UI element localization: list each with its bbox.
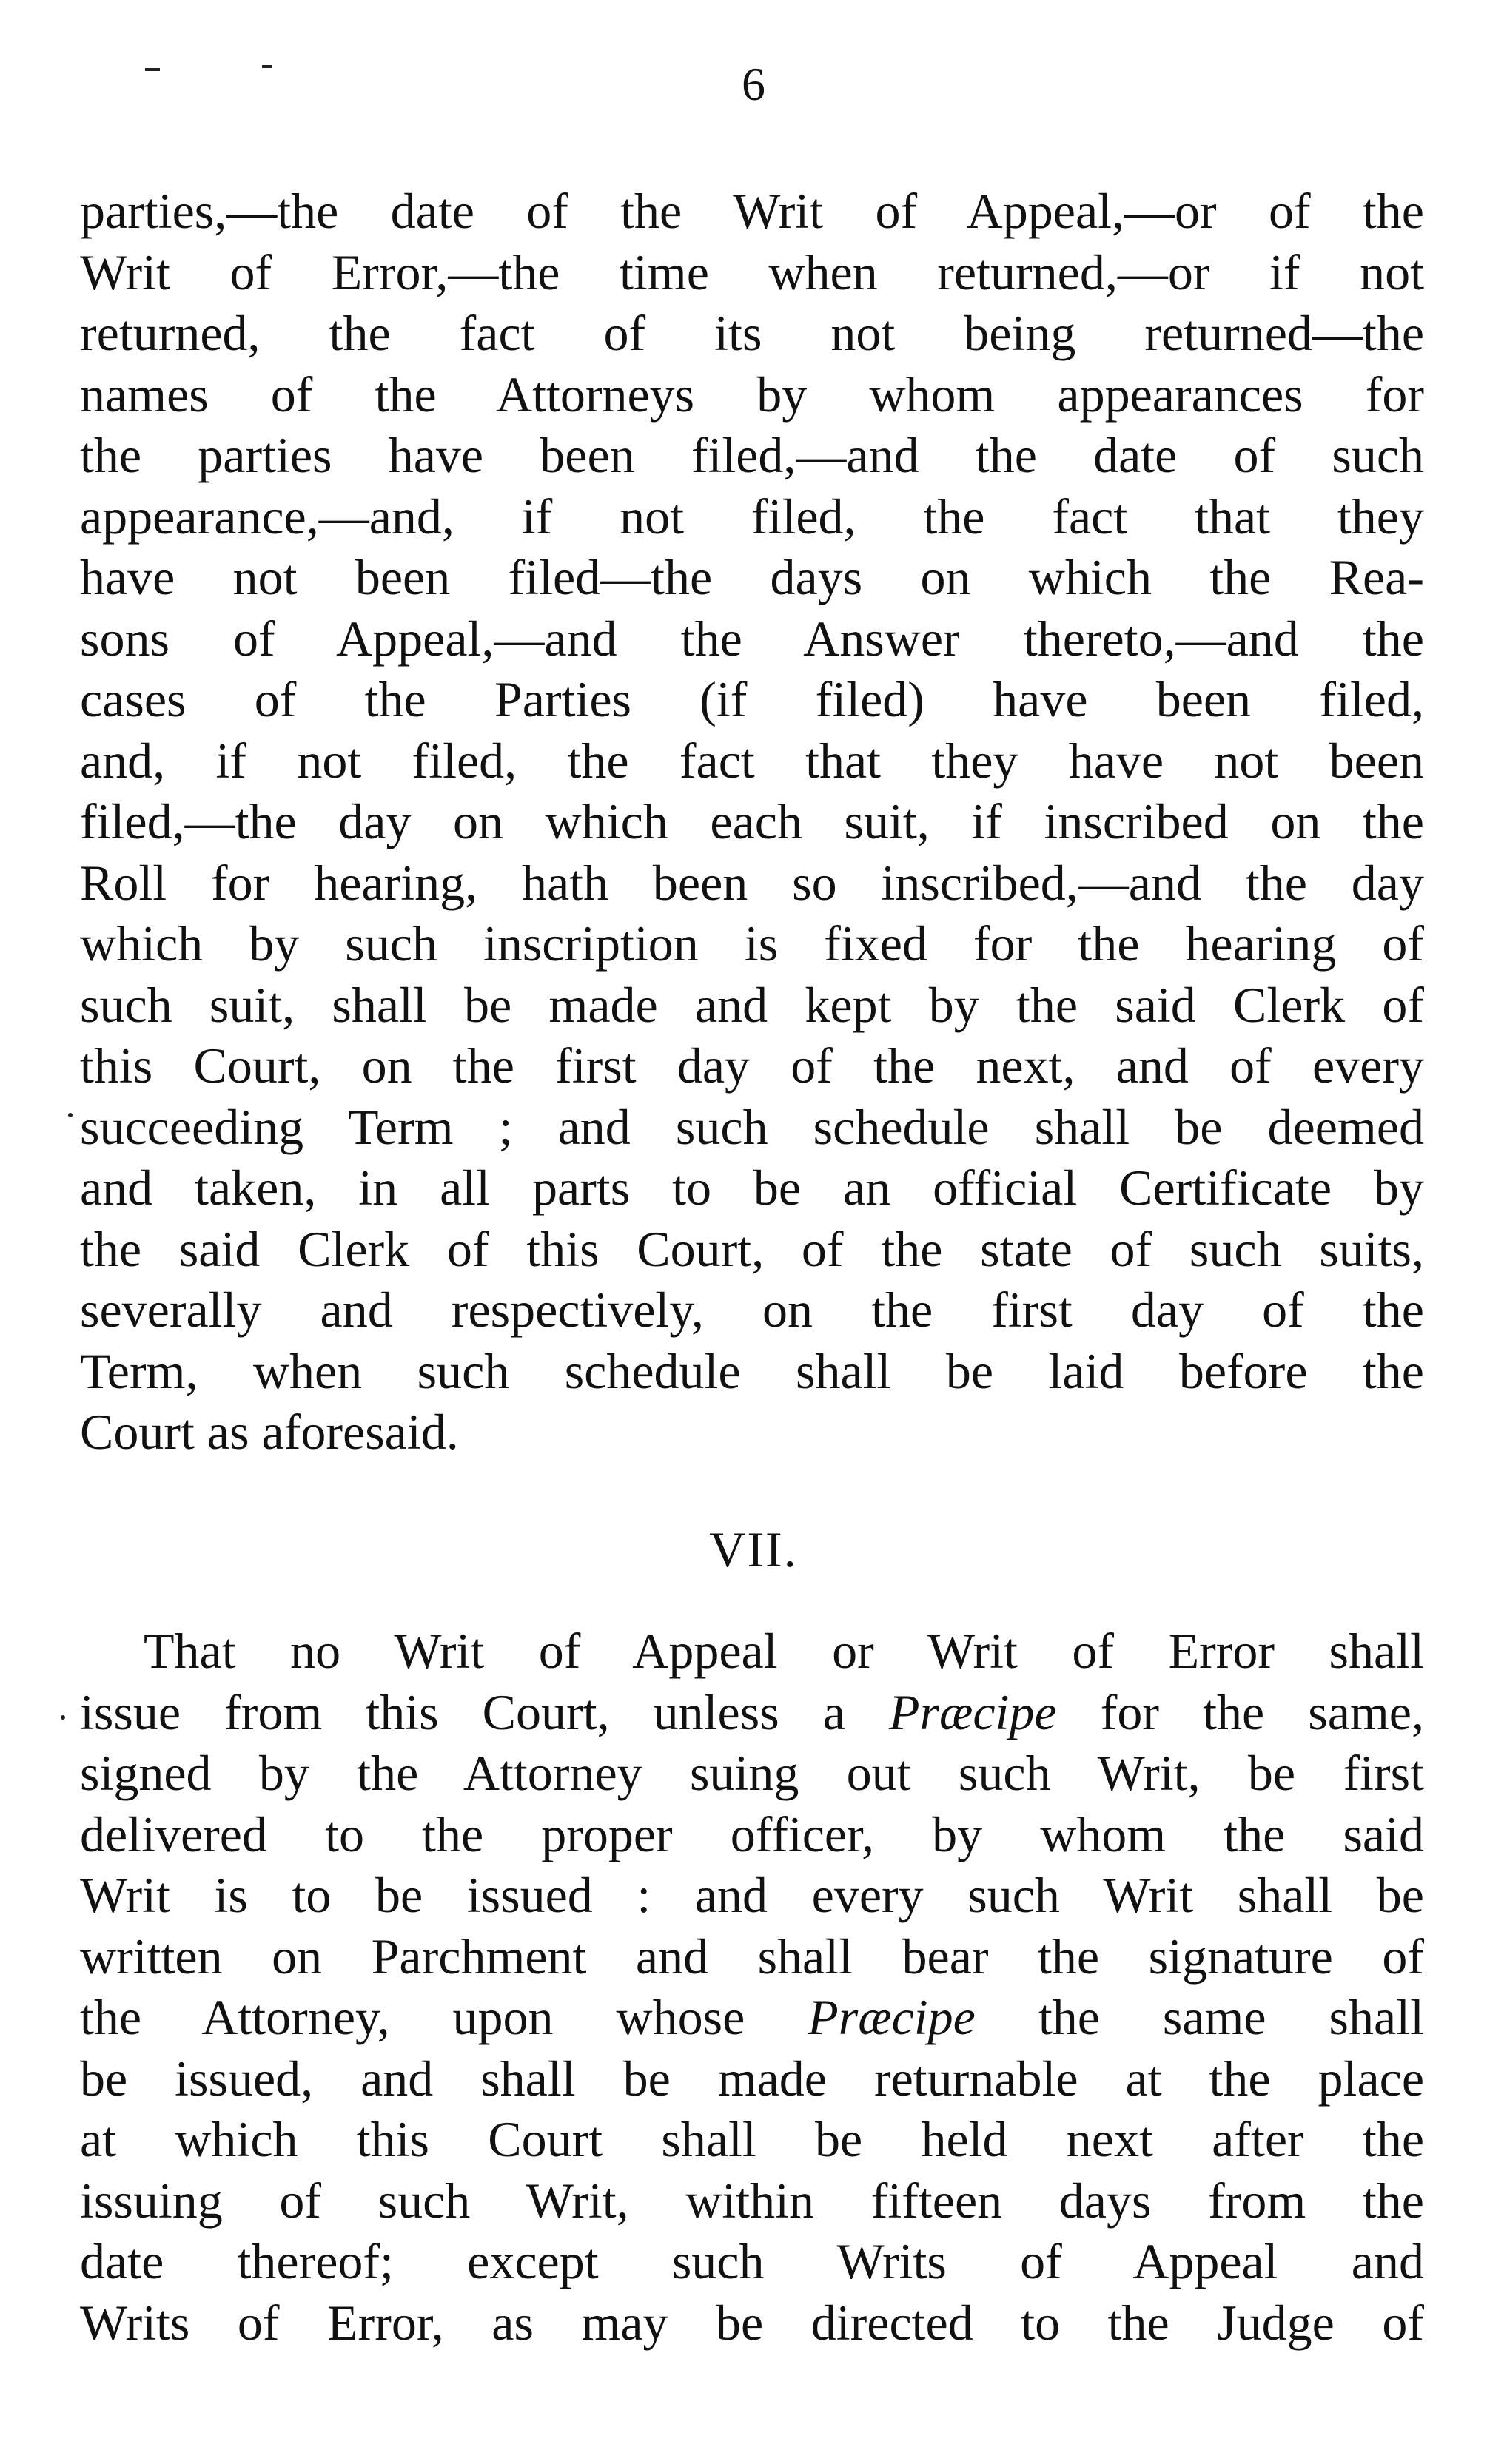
text-line: Writ is to be issued : and every such Writ shall be bbox=[80, 1867, 1424, 1923]
text-line: which by such inscription is fixed for the hearing of bbox=[80, 915, 1424, 972]
text-line: written on Parchment and shall bear the signature of bbox=[80, 1928, 1424, 1985]
print-speck bbox=[68, 1113, 73, 1117]
section-heading: VII. bbox=[709, 1521, 798, 1578]
paragraph-continued bbox=[80, 181, 1424, 1463]
text-line: sons of Appeal,—and the Answer thereto,—and the bbox=[80, 610, 1424, 667]
text-line: be issued, and shall be made returnable at the place bbox=[80, 2050, 1424, 2107]
text-line: That no Writ of Appeal or Writ of Error shall bbox=[144, 1623, 1424, 1679]
italic-term: Præcipe bbox=[889, 1683, 1057, 1740]
text-line: appearance,—and, if not filed, the fact that they bbox=[80, 488, 1424, 545]
text-line: have not been filed—the days on which the Rea- bbox=[80, 549, 1424, 605]
text-line: signed by the Attorney suing out such Writ, be first bbox=[80, 1745, 1424, 1801]
text-line: and, if not filed, the fact that they have not been bbox=[80, 732, 1424, 789]
page-number: 6 bbox=[742, 58, 765, 110]
text-line: the said Clerk of this Court, of the state of such suits, bbox=[80, 1220, 1424, 1277]
text-line: such suit, shall be made and kept by the said Clerk of bbox=[80, 976, 1424, 1033]
text-line: severally and respectively, on the first day of the bbox=[80, 1282, 1424, 1338]
section-paragraph bbox=[80, 1620, 1424, 2353]
text-line: cases of the Parties (if filed) have been filed, bbox=[80, 671, 1424, 727]
text-segment: for the same, bbox=[1056, 1683, 1424, 1740]
text-line: and taken, in all parts to be an official Certificate by bbox=[80, 1159, 1424, 1216]
text-line: at which this Court shall be held next after the bbox=[80, 2111, 1424, 2167]
text-line: Court as aforesaid. bbox=[80, 1404, 459, 1460]
text-line: filed,—the day on which each suit, if inscribed on the bbox=[80, 793, 1424, 849]
text-line: parties,—the date of the Writ of Appeal,—or of the bbox=[80, 183, 1424, 239]
text-line: the parties have been filed,—and the date of such bbox=[80, 427, 1424, 483]
print-speck bbox=[61, 1715, 65, 1720]
text-line: returned, the fact of its not being returned—the bbox=[80, 305, 1424, 361]
italic-term: Præcipe bbox=[808, 1989, 976, 2045]
text-line: issuing of such Writ, within fifteen days from the bbox=[80, 2172, 1424, 2229]
text-segment: issue from this Court, unless a bbox=[80, 1683, 890, 1740]
text-segment: the Attorney, upon whose bbox=[80, 1989, 808, 2045]
text-line bbox=[80, 1987, 1424, 2048]
text-line: Term, when such schedule shall be laid before the bbox=[80, 1342, 1424, 1399]
text-line bbox=[80, 1682, 1424, 1743]
text-line: Writs of Error, as may be directed to the Judge of bbox=[80, 2294, 1424, 2351]
text-line: date thereof; except such Writs of Appeal and bbox=[80, 2233, 1424, 2289]
text-line: names of the Attorneys by whom appearances for bbox=[80, 366, 1424, 423]
text-segment: the same shall bbox=[975, 1989, 1424, 2045]
text-line: succeeding Term ; and such schedule shall be deemed bbox=[80, 1098, 1424, 1155]
text-line: delivered to the proper officer, by whom the said bbox=[80, 1805, 1424, 1862]
text-line: this Court, on the first day of the next, and of every bbox=[80, 1037, 1424, 1094]
text-line: Writ of Error,—the time when returned,—or if not bbox=[80, 243, 1424, 300]
text-line: Roll for hearing, hath been so inscribed,—and the day bbox=[80, 854, 1424, 911]
